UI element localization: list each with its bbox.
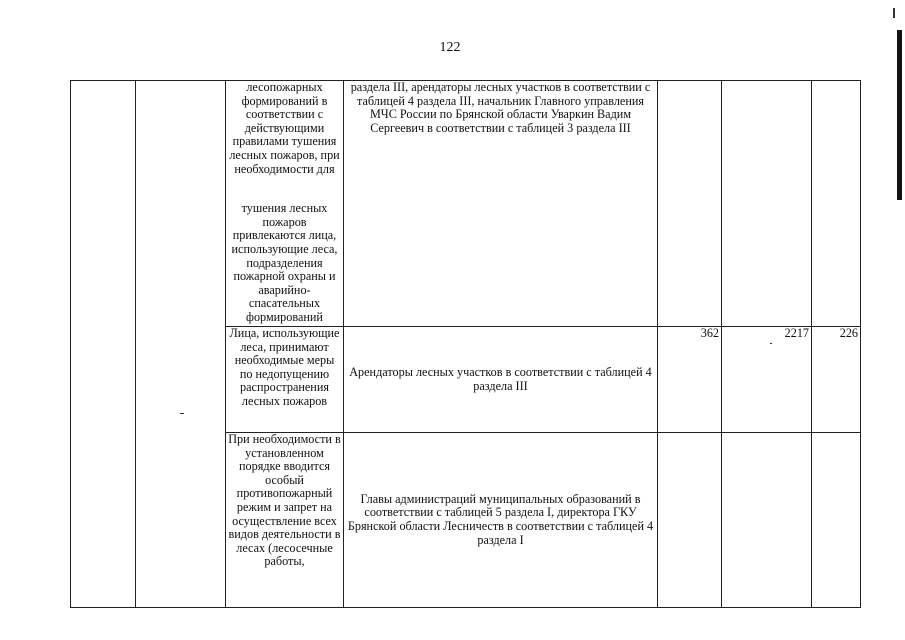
row-number-cell xyxy=(71,81,136,608)
responsible-cell xyxy=(344,81,658,327)
measure-text: При необходимости в установленном порядке вводится особый противопожарный режим и запрет на осуществление всех видов деятельности в лесах (лесосечные работы, xyxy=(228,432,341,569)
value-cell: 226 xyxy=(812,327,861,433)
value-cell: 362 xyxy=(658,327,722,433)
responsible-text: Арендаторы лесных участков в соответствии с таблицей 4 раздела III xyxy=(349,364,652,393)
measure-text: тушения лесных пожаров привлекаются лица, использующие леса, подразделения пожарной охраны и аварийно-спасательных формирований xyxy=(231,201,338,324)
scan-edge-mark xyxy=(897,30,902,200)
value-cell xyxy=(722,433,812,608)
table-row xyxy=(71,81,861,327)
value-cell xyxy=(722,81,812,327)
responsible-text: Главы администраций муниципальных образований в соответствии с таблицей 5 раздела I, директора ГКУ Брянской области Лесничеств в соответствии с таблицей 4 раздела I xyxy=(347,491,654,547)
value-cell xyxy=(812,81,861,327)
value-cell xyxy=(658,433,722,608)
measure-text: Лица, использующие леса, принимают необходимые меры по недопущению распространения лесных пожаров xyxy=(229,326,340,408)
value-cell xyxy=(658,81,722,327)
measure-text: лесопожарных формирований в соответствии с действующими правилами тушения лесных пожаров, при необходимости для xyxy=(229,80,340,176)
measure-cell xyxy=(226,81,344,327)
responsible-cell xyxy=(344,327,658,433)
responsible-text: раздела III, арендаторы лесных участков в соответствии с таблицей 4 раздела III, начальник Главного управления МЧС России по Брянской области Уваркин Вадим Сергеевич в соответствии с таблицей 3 раздела III xyxy=(350,80,651,135)
measure-cell xyxy=(226,433,344,608)
responsible-cell xyxy=(344,433,658,608)
deadline-cell xyxy=(136,81,226,608)
scan-speck xyxy=(893,8,895,18)
value-cell: 2217 xyxy=(722,327,812,433)
page-number: 122 xyxy=(439,40,461,55)
measure-cell xyxy=(226,327,344,433)
measures-table xyxy=(70,80,861,608)
value-cell xyxy=(812,433,861,608)
